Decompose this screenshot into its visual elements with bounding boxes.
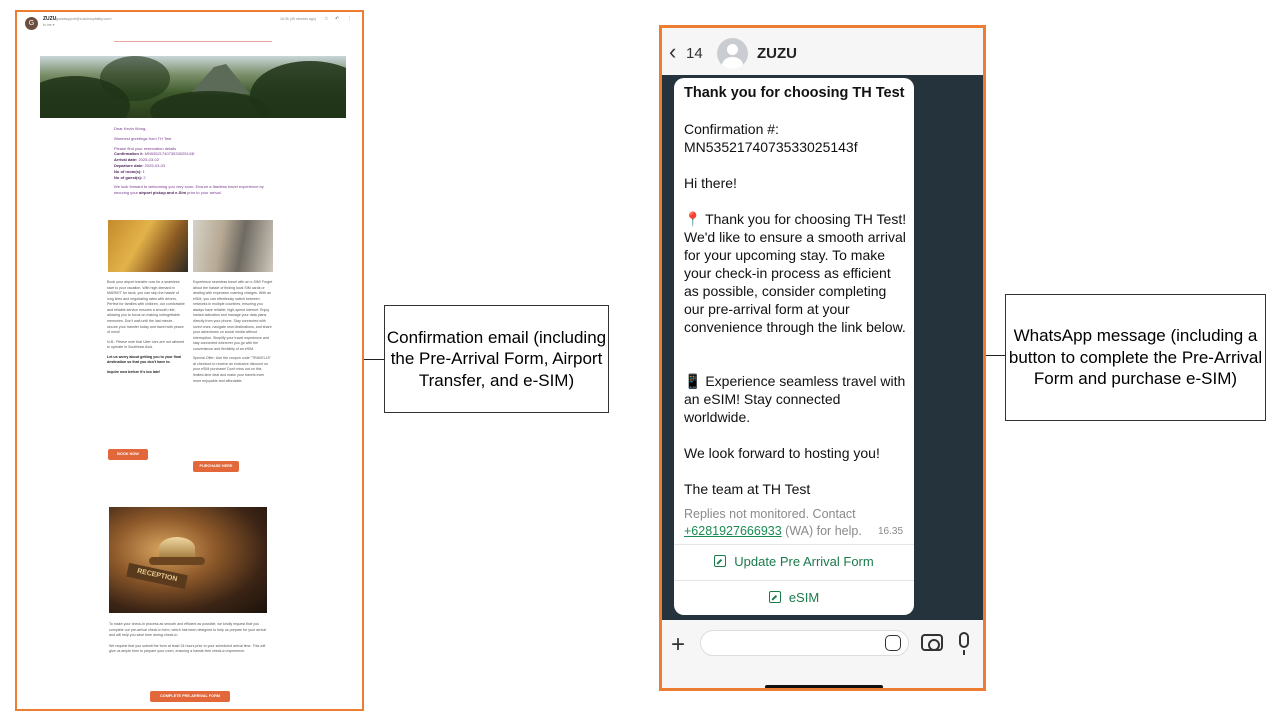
signature: The team at TH Test: [684, 481, 811, 497]
connector-email: [364, 359, 384, 360]
home-indicator: [765, 685, 883, 689]
plus-icon[interactable]: +: [671, 631, 686, 658]
avatar-icon[interactable]: [717, 38, 748, 69]
reservation-row: No of room(s): 1: [114, 168, 145, 174]
chat-area: [662, 75, 983, 620]
more-icon[interactable]: ⋮: [347, 16, 352, 22]
email-header: [22, 14, 357, 36]
confirmation-email-screenshot: [15, 10, 364, 711]
whatsapp-screenshot: [659, 25, 986, 691]
message-input[interactable]: [700, 630, 909, 656]
complete-pre-arrival-form-button[interactable]: COMPLETE PRE-ARRIVAL FORM: [150, 691, 230, 702]
photo-traveler-phone: [193, 220, 273, 272]
confirmation-number: Confirmation #: MN5352174073533025143f: [684, 121, 858, 155]
unread-count[interactable]: 14: [686, 45, 703, 62]
callout-email: Confirmation email (including the Pre-Arrival Form, Airport Transfer, and e-SIM): [384, 305, 609, 413]
chat-header: [662, 28, 983, 75]
airport-transfer-text: Book your airport transfer now for a seamless start to your vacation. With high demand in MARKET for taxis, you can skip the hassle of long lines and negotiating rates with drivers. Perfect for families with children, our comfortable and reliable service ensures a smooth ride, allowing you to focus on making unforgettable memories. Don't wait until the last minute - secure your transfer today and travel with peace of mind! N.B.: Please note that Uber cars are not allowed to operate in Southeast Asia. Let us worry about getting you to your final destination so that you don't have to. Inquire now before it's too late!: [107, 280, 185, 374]
reception-sign: RECEPTION: [126, 563, 188, 589]
mic-icon[interactable]: [959, 632, 969, 648]
sender-name: ZUZU: [43, 16, 57, 22]
camera-icon[interactable]: [921, 634, 943, 651]
reservation-row: Arrival date: 2025-03-02: [114, 157, 159, 163]
message-timestamp: 16.35: [878, 526, 904, 537]
star-icon[interactable]: ☆: [324, 16, 329, 22]
composer-bar: [662, 620, 983, 688]
reservation-row: No of guest(s): 2: [114, 174, 146, 180]
callout-whatsapp: WhatsApp message (including a button to complete the Pre-Arrival Form and purchase e-SIM): [1005, 294, 1266, 421]
prearrival-paragraph: 📍 Thank you for choosing TH Test! We'd like to ensure a smooth arrival for your upcoming stay. To make your check-in process as efficient as possible, consider completing our pre-arrival form at your convenience through the link below.: [684, 211, 907, 335]
sender-address: <guestsupport@zuzuhospitality.com>: [54, 17, 113, 21]
message-title: Thank you for choosing TH Test: [684, 85, 905, 101]
divider-line: [114, 41, 272, 42]
esim-paragraph: 📱 Experience seamless travel with an eSIM! Stay connected worldwide.: [684, 373, 906, 425]
sticker-icon[interactable]: [885, 635, 901, 651]
reservation-row: Departure date: 2025-03-03: [114, 162, 166, 168]
closing-line: We look forward to hosting you!: [684, 445, 880, 461]
sender-avatar: G: [25, 17, 38, 30]
reply-icon[interactable]: ↶: [335, 16, 340, 22]
photo-reception-bell: [109, 507, 267, 613]
photo-taxi: [108, 220, 188, 272]
back-chevron-icon[interactable]: ‹: [669, 39, 677, 64]
purchase-here-button[interactable]: PURCHASE HERE: [193, 461, 239, 472]
contact-name[interactable]: ZUZU: [757, 45, 797, 62]
external-link-icon: [714, 555, 726, 567]
esim-text: Experience seamless travel with an e-SIM! Forget about the hassle of finding local SIM cards or dealing with expensive roaming charges. With an eSIM, you can effortlessly switch between networks in multiple countries, ensuring you always have reliable, high-speed internet. Enjoy instant activation and manage your data plans directly from your phone. Stay connected with loved ones, navigate new destinations, and share your adventures on social media without interruption. Simplify your travel experience and stay connected wherever you go with the convenience and flexibility of an eSIM. Special Offer: Use the coupon code "TRAVEL15" at checkout to receive an exclusive discount on your eSIM purchase! Don't miss out on this limited-time deal and make your travels even more enjoyable and affordable.: [193, 280, 273, 383]
update-pre-arrival-form-button[interactable]: Update Pre Arrival Form: [674, 545, 914, 579]
greeting: Hi there!: [684, 175, 737, 191]
esim-button[interactable]: eSIM: [674, 581, 914, 615]
hero-image-rainforest: [40, 56, 346, 118]
email-intro: Dear Kevin Wong, Warmest greetings from TH Test Please find your reservation details Confirmation #: MN5352174073533025143f Arrival date: 2025-03-02 Departure date: 2025-03-03 No of room(s): 1 No of guest(s): 2 We look forward to welcoming you very soon. Ensure a flawless travel experience by securing your airport pickup and e-Sim prior to your arrival.: [114, 126, 284, 196]
reservation-details: [114, 151, 284, 180]
recipient-line[interactable]: to me ▾: [43, 23, 55, 27]
reservation-row: Confirmation #: MN5352174073533025143f: [114, 151, 195, 157]
message-bubble: [674, 78, 914, 615]
external-link-icon: [769, 591, 781, 603]
support-phone-link[interactable]: +6281927666933: [684, 524, 782, 538]
connector-whatsapp: [986, 355, 1006, 356]
message-footer: Replies not monitored. Contact +6281927666933 (WA) for help.: [684, 507, 862, 538]
checkin-text: To make your check-in process as smooth and efficient as possible, we kindly request that you complete our pre-arrival check-in form, which has been designed to help us prepare for your arrival and will help you save time during check-in. We request that you submit the form at least 24 hours prior to your scheduled arrival time. This will give us ample time to prepare your room, ensuring a hassle-free check-in experience.: [109, 622, 267, 654]
book-now-button[interactable]: BOOK NOW: [108, 449, 148, 460]
email-time: 16:35 (45 minutes ago): [280, 17, 316, 21]
